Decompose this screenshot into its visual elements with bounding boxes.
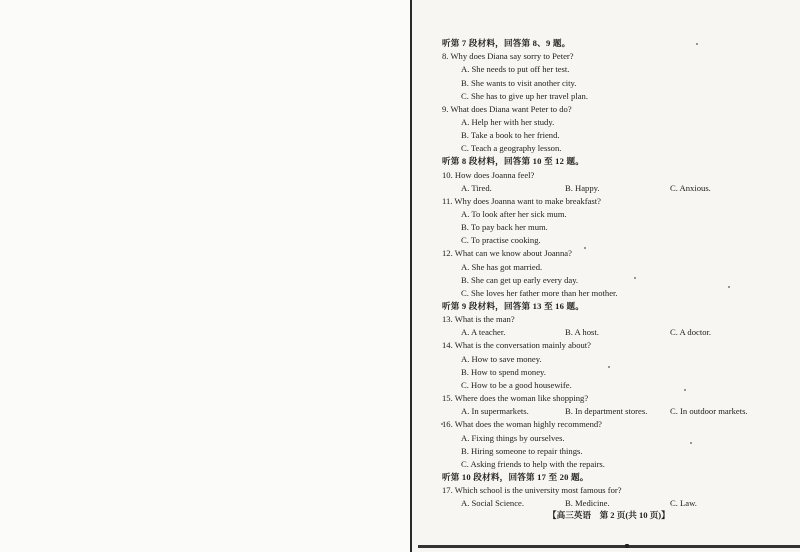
question-stem: 15. Where does the woman like shopping? [442, 393, 589, 404]
answer-option: C. Asking friends to help with the repairs. [461, 458, 605, 469]
answer-option: A. She needs to put off her test. [461, 64, 570, 75]
question-stem: 9. What does Diana want Peter to do? [442, 103, 572, 114]
question-stem: 13. What is the man? [442, 314, 515, 325]
answer-option: B. A host. [565, 327, 599, 338]
section-heading: 听第 7 段材料，回答第 8、9 题。 [442, 38, 571, 48]
answer-option: A. In supermarkets. [461, 406, 529, 417]
answer-option: A. Social Science. [461, 498, 525, 509]
answer-option: B. She can get up early every day. [461, 274, 579, 285]
section-heading: 听第 10 段材料，回答第 17 至 20 题。 [442, 471, 589, 482]
answer-options-row [461, 183, 800, 194]
answer-option: A. Tired. [461, 182, 492, 193]
answer-option: A. How to save money. [461, 353, 542, 364]
answer-option: C. To practise cooking. [461, 235, 541, 246]
page-footer: 【高三英语 第 2 页(共 10 页)】 [548, 510, 670, 520]
answer-option: B. To pay back her mum. [461, 222, 548, 233]
answer-options-row [461, 327, 800, 338]
answer-option: C. How to be a good housewife. [461, 379, 572, 390]
question-stem: 8. Why does Diana say sorry to Peter? [442, 51, 574, 62]
question-stem: 12. What can we know about Joanna? [442, 248, 572, 259]
answer-option: C. In outdoor markets. [670, 406, 748, 417]
answer-options-row [461, 406, 800, 417]
answer-option: B. Hiring someone to repair things. [461, 445, 583, 456]
answer-options-row [461, 498, 800, 509]
answer-option: C. Law. [670, 498, 697, 509]
answer-option: A. Fixing things by ourselves. [461, 432, 565, 443]
answer-option: A. To look after her sick mum. [461, 209, 567, 219]
question-stem: 11. Why does Joanna want to make breakfast? [442, 195, 601, 206]
answer-option: B. Medicine. [565, 498, 610, 509]
answer-option: A. She has got married. [461, 261, 543, 272]
answer-option: C. A doctor. [670, 327, 712, 338]
answer-option: B. Happy. [565, 182, 600, 193]
answer-option: C. Teach a geography lesson. [461, 143, 562, 154]
answer-option: C. She loves her father more than her mother. [461, 287, 618, 298]
question-stem: 17. Which school is the university most famous for? [442, 485, 622, 496]
answer-option: B. How to spend money. [461, 366, 546, 377]
question-stem: 10. How does Joanna feel? [442, 169, 535, 180]
question-stem: 14. What is the conversation mainly about? [442, 340, 592, 351]
answer-option: B. She wants to visit another city. [461, 77, 577, 88]
answer-option: B. In department stores. [565, 406, 648, 417]
section-heading: 听第 8 段材料，回答第 10 至 12 题。 [442, 156, 585, 167]
answer-option: C. Anxious. [670, 182, 711, 193]
answer-option: A. A teacher. [461, 327, 506, 338]
answer-option: A. Help her with her study. [461, 116, 555, 127]
section-heading: 听第 9 段材料，回答第 13 至 16 题。 [442, 301, 585, 311]
question-stem: 16. What does the woman highly recommend? [442, 419, 602, 430]
answer-option: C. She has to give up her travel plan. [461, 90, 588, 101]
answer-option: B. Take a book to her friend. [461, 130, 560, 141]
